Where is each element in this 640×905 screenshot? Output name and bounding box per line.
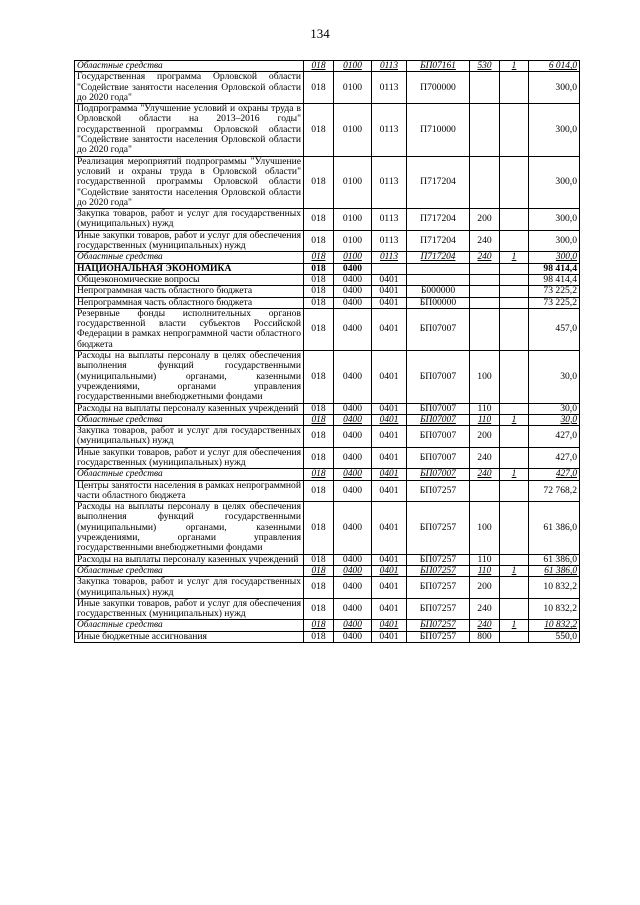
row-celevaya-statya [407,274,470,285]
row-vid-rashodov: 200 [470,426,500,448]
table-row [75,598,580,620]
row-razdel: 0100 [334,72,372,104]
table-row [75,308,580,350]
row-name: Расходы на выплаты персоналу в целях обеспечения выполнения функций государственными (муниципальными) органами, казенными учреждениями, органами управления государственными внебюджетными фондами [75,351,304,403]
row-grbs: 018 [304,620,334,631]
row-podrazdel: 0401 [372,577,407,599]
row-vid-rashodov [470,156,500,208]
row-amount: 10 832,2 [529,577,580,599]
row-celevaya-statya: Б000000 [407,286,470,297]
row-name: Иные закупки товаров, работ и услуг для обеспечения государственных (муниципальных) нужд [75,447,304,469]
row-amount: 73 225,2 [529,286,580,297]
row-grbs: 018 [304,469,334,480]
row-razdel: 0400 [334,577,372,599]
row-name: Непрограммная часть областного бюджета [75,286,304,297]
row-celevaya-statya: П700000 [407,72,470,104]
row-celevaya-statya [407,263,470,274]
row-grbs: 018 [304,61,334,72]
row-podrazdel: 0401 [372,447,407,469]
page-number: 134 [310,26,330,41]
row-name: Иные закупки товаров, работ и услуг для обеспечения государственных (муниципальных) нужд [75,230,304,252]
table-row [75,263,580,274]
table-row [75,61,580,72]
row-celevaya-statya: П717204 [407,156,470,208]
row-podrazdel: 0401 [372,480,407,502]
row-vid-rashodov [470,308,500,350]
row-vid-rashodov: 200 [470,577,500,599]
row-vid-rashodov [470,72,500,104]
row-vid-rashodov: 240 [470,230,500,252]
table-row [75,104,580,156]
row-source [500,351,529,403]
row-celevaya-statya: БП07007 [407,414,470,425]
row-name: Областные средства [75,565,304,576]
row-razdel: 0400 [334,263,372,274]
row-celevaya-statya: БП00000 [407,297,470,308]
row-podrazdel: 0113 [372,61,407,72]
row-grbs: 018 [304,209,334,231]
table-row [75,351,580,403]
row-podrazdel: 0113 [372,104,407,156]
table-row [75,480,580,502]
row-name: Закупка товаров, работ и услуг для государственных (муниципальных) нужд [75,209,304,231]
row-source: 1 [500,414,529,425]
row-amount: 10 832,2 [529,598,580,620]
row-razdel: 0400 [334,414,372,425]
table-row [75,447,580,469]
row-vid-rashodov: 240 [470,620,500,631]
row-vid-rashodov [470,297,500,308]
row-name: Областные средства [75,469,304,480]
row-name: Закупка товаров, работ и услуг для государственных (муниципальных) нужд [75,426,304,448]
row-celevaya-statya: БП07161 [407,61,470,72]
row-razdel: 0400 [334,554,372,565]
row-source [500,72,529,104]
table-row [75,209,580,231]
row-source: 1 [500,469,529,480]
row-podrazdel: 0401 [372,308,407,350]
row-podrazdel: 0401 [372,565,407,576]
row-podrazdel: 0401 [372,469,407,480]
row-podrazdel: 0113 [372,156,407,208]
row-amount: 300,0 [529,156,580,208]
row-podrazdel: 0401 [372,414,407,425]
row-celevaya-statya: П710000 [407,104,470,156]
row-grbs: 018 [304,447,334,469]
row-razdel: 0400 [334,447,372,469]
row-vid-rashodov [470,286,500,297]
row-vid-rashodov: 800 [470,631,500,642]
row-razdel: 0400 [334,565,372,576]
table-row [75,502,580,554]
row-razdel: 0400 [334,351,372,403]
row-source [500,209,529,231]
row-source [500,598,529,620]
row-vid-rashodov: 530 [470,61,500,72]
table-row [75,631,580,642]
row-name: Областные средства [75,252,304,263]
row-name: Расходы на выплаты персоналу казенных учреждений [75,403,304,414]
row-amount: 427,0 [529,447,580,469]
row-podrazdel: 0401 [372,297,407,308]
row-source [500,297,529,308]
row-celevaya-statya: БП07257 [407,480,470,502]
row-grbs: 018 [304,252,334,263]
row-grbs: 018 [304,351,334,403]
row-podrazdel: 0401 [372,286,407,297]
row-podrazdel: 0401 [372,502,407,554]
table-row [75,286,580,297]
row-grbs: 018 [304,426,334,448]
row-amount: 427,0 [529,426,580,448]
row-name: Закупка товаров, работ и услуг для государственных (муниципальных) нужд [75,577,304,599]
row-source [500,480,529,502]
row-amount: 30,0 [529,414,580,425]
row-vid-rashodov [470,104,500,156]
row-podrazdel: 0401 [372,620,407,631]
row-celevaya-statya: БП07007 [407,308,470,350]
table-row [75,297,580,308]
row-name: Областные средства [75,61,304,72]
row-celevaya-statya: БП07257 [407,631,470,642]
row-grbs: 018 [304,631,334,642]
table-row [75,577,580,599]
row-name: Расходы на выплаты персоналу казенных учреждений [75,554,304,565]
row-amount: 30,0 [529,351,580,403]
row-grbs: 018 [304,565,334,576]
row-podrazdel: 0401 [372,598,407,620]
row-celevaya-statya: БП07257 [407,577,470,599]
row-razdel: 0100 [334,209,372,231]
row-amount: 300,0 [529,209,580,231]
row-celevaya-statya: БП07007 [407,403,470,414]
row-vid-rashodov: 240 [470,252,500,263]
row-podrazdel: 0113 [372,230,407,252]
row-vid-rashodov: 240 [470,469,500,480]
table-row [75,565,580,576]
row-amount: 6 014,0 [529,61,580,72]
row-name: Центры занятости населения в рамках непрограммной части областного бюджета [75,480,304,502]
row-grbs: 018 [304,554,334,565]
row-grbs: 018 [304,414,334,425]
row-amount: 10 832,2 [529,620,580,631]
row-vid-rashodov: 100 [470,502,500,554]
row-celevaya-statya: П717204 [407,230,470,252]
row-razdel: 0100 [334,252,372,263]
row-razdel: 0400 [334,286,372,297]
table-row [75,620,580,631]
row-vid-rashodov: 110 [470,414,500,425]
row-grbs: 018 [304,598,334,620]
row-vid-rashodov: 110 [470,554,500,565]
row-name: Расходы на выплаты персоналу в целях обеспечения выполнения функций государственными (муниципальными) органами, казенными учреждениями, органами управления государственными внебюджетными фондами [75,502,304,554]
row-razdel: 0400 [334,308,372,350]
row-razdel: 0400 [334,620,372,631]
row-podrazdel: 0113 [372,209,407,231]
row-grbs: 018 [304,263,334,274]
table-row [75,403,580,414]
row-grbs: 018 [304,72,334,104]
row-razdel: 0400 [334,631,372,642]
row-grbs: 018 [304,230,334,252]
row-podrazdel: 0401 [372,403,407,414]
row-amount: 300,0 [529,72,580,104]
row-grbs: 018 [304,297,334,308]
row-vid-rashodov: 110 [470,403,500,414]
table-row [75,414,580,425]
row-razdel: 0100 [334,156,372,208]
row-razdel: 0100 [334,230,372,252]
row-razdel: 0400 [334,274,372,285]
row-podrazdel: 0401 [372,631,407,642]
row-source [500,631,529,642]
row-amount: 30,0 [529,403,580,414]
row-razdel: 0400 [334,297,372,308]
row-source [500,502,529,554]
row-celevaya-statya: П717204 [407,209,470,231]
row-amount: 98 414,4 [529,274,580,285]
row-podrazdel: 0113 [372,252,407,263]
row-vid-rashodov: 100 [470,351,500,403]
row-amount: 300,0 [529,230,580,252]
row-grbs: 018 [304,502,334,554]
row-source [500,230,529,252]
budget-table [74,60,580,643]
row-razdel: 0400 [334,480,372,502]
row-razdel: 0100 [334,61,372,72]
row-podrazdel [372,263,407,274]
row-podrazdel: 0401 [372,426,407,448]
row-celevaya-statya: БП07257 [407,620,470,631]
row-source [500,104,529,156]
row-name: Областные средства [75,414,304,425]
row-source: 1 [500,620,529,631]
row-source [500,577,529,599]
row-source [500,447,529,469]
row-name: Непрограммная часть областного бюджета [75,297,304,308]
row-celevaya-statya: БП07007 [407,447,470,469]
row-source [500,286,529,297]
row-razdel: 0400 [334,403,372,414]
row-name: Реализация мероприятий подпрограммы "Улучшение условий и охраны труда в Орловской области" государственной программы Орловской области "Содействие занятости населения Орловской области до 2020 года" [75,156,304,208]
row-source [500,156,529,208]
row-vid-rashodov [470,480,500,502]
row-amount: 61 386,0 [529,502,580,554]
row-amount: 457,0 [529,308,580,350]
row-grbs: 018 [304,480,334,502]
row-amount: 300,0 [529,104,580,156]
row-source [500,274,529,285]
table-row [75,469,580,480]
row-celevaya-statya: БП07007 [407,469,470,480]
row-name: Иные бюджетные ассигнования [75,631,304,642]
row-source: 1 [500,61,529,72]
row-celevaya-statya: БП07007 [407,351,470,403]
table-row [75,156,580,208]
row-celevaya-statya: П717204 [407,252,470,263]
row-celevaya-statya: БП07257 [407,502,470,554]
row-vid-rashodov [470,263,500,274]
row-celevaya-statya: БП07257 [407,565,470,576]
table-row [75,72,580,104]
table-row [75,230,580,252]
row-amount: 427,0 [529,469,580,480]
table-row [75,274,580,285]
row-podrazdel: 0401 [372,554,407,565]
row-source [500,308,529,350]
row-grbs: 018 [304,286,334,297]
row-celevaya-statya: БП07257 [407,554,470,565]
row-razdel: 0400 [334,598,372,620]
row-name: Областные средства [75,620,304,631]
row-amount: 300,0 [529,252,580,263]
row-name: Резервные фонды исполнительных органов государственной власти субъектов Российской Федерации в рамках непрограммной части областного бюджета [75,308,304,350]
row-source [500,263,529,274]
row-grbs: 018 [304,156,334,208]
row-source [500,554,529,565]
row-name: Государственная программа Орловской области "Содействие занятости населения Орловской области до 2020 года" [75,72,304,104]
row-vid-rashodov: 240 [470,447,500,469]
row-name: НАЦИОНАЛЬНАЯ ЭКОНОМИКА [75,263,304,274]
row-grbs: 018 [304,104,334,156]
row-podrazdel: 0401 [372,351,407,403]
row-razdel: 0400 [334,469,372,480]
row-razdel: 0400 [334,426,372,448]
row-amount: 98 414,4 [529,263,580,274]
row-celevaya-statya: БП07257 [407,598,470,620]
row-grbs: 018 [304,308,334,350]
row-amount: 61 386,0 [529,565,580,576]
table-row [75,252,580,263]
row-source: 1 [500,565,529,576]
row-name: Подпрограмма "Улучшение условий и охраны труда в Орловской области на 2013–2016 годы" государственной программы Орловской области "Содействие занятости населения Орловской области до 2020 года" [75,104,304,156]
row-vid-rashodov [470,274,500,285]
row-vid-rashodov: 240 [470,598,500,620]
row-razdel: 0400 [334,502,372,554]
row-source: 1 [500,252,529,263]
row-podrazdel: 0113 [372,72,407,104]
row-grbs: 018 [304,274,334,285]
row-grbs: 018 [304,403,334,414]
row-source [500,403,529,414]
row-amount: 61 386,0 [529,554,580,565]
row-vid-rashodov: 200 [470,209,500,231]
row-podrazdel: 0401 [372,274,407,285]
row-celevaya-statya: БП07007 [407,426,470,448]
row-amount: 73 225,2 [529,297,580,308]
table-row [75,554,580,565]
row-razdel: 0100 [334,104,372,156]
row-source [500,426,529,448]
row-amount: 550,0 [529,631,580,642]
row-name: Иные закупки товаров, работ и услуг для обеспечения государственных (муниципальных) нужд [75,598,304,620]
row-name: Общеэкономические вопросы [75,274,304,285]
row-grbs: 018 [304,577,334,599]
row-vid-rashodov: 110 [470,565,500,576]
table-row [75,426,580,448]
row-amount: 72 768,2 [529,480,580,502]
